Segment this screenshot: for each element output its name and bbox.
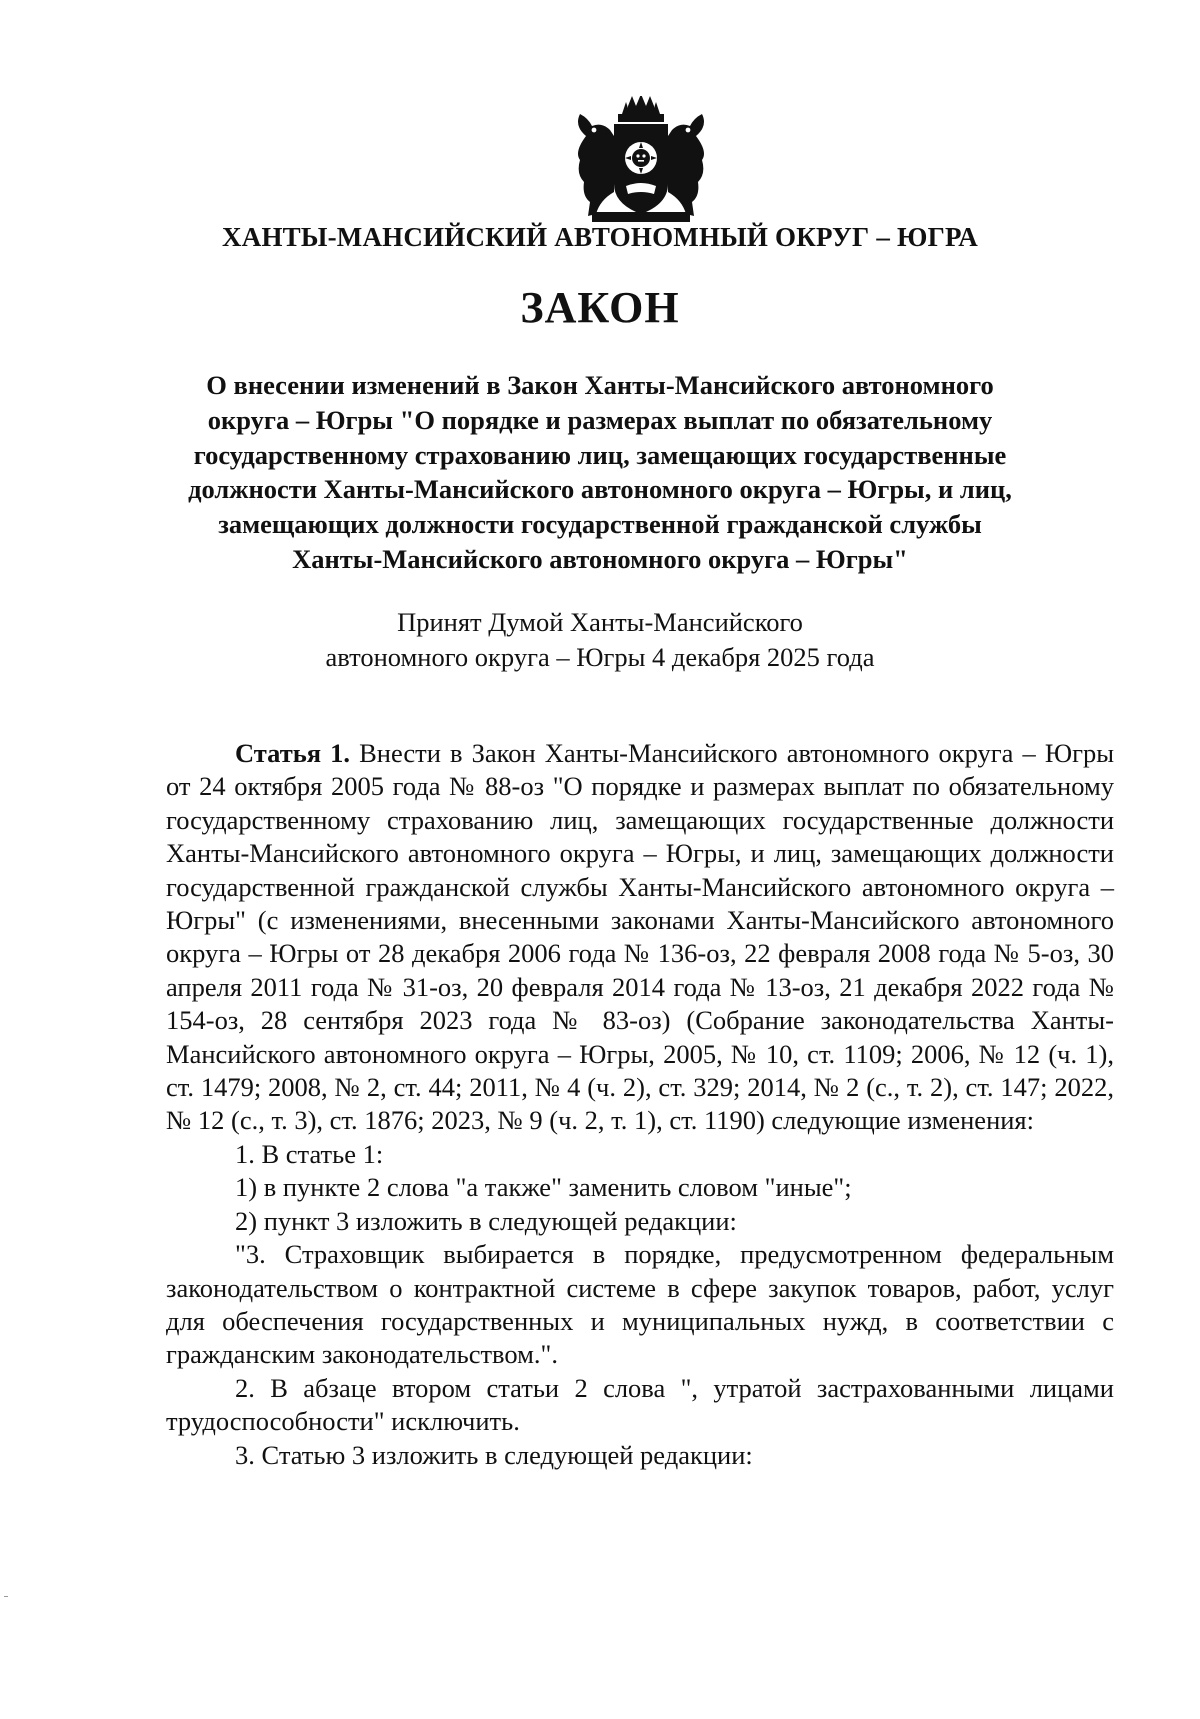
- law-subject-line: округа – Югры "О порядке и размерах выплат по обязательному: [207, 404, 993, 435]
- law-body: [166, 737, 1114, 1472]
- item-1-quoted-text: "3. Страховщик выбирается в порядке, предусмотренном федеральным законодательством о контрактной системе в сфере закупок товаров, работ, услуг для обеспечения государственных и муниципальных нужд, в соответствии с гражданским законодательством.".: [166, 1239, 1114, 1370]
- adoption-line: Принят Думой Ханты-Мансийского: [397, 607, 803, 637]
- document-type-heading: ЗАКОН: [520, 283, 680, 332]
- region-title: ХАНТЫ-МАНСИЙСКИЙ АВТОНОМНЫЙ ОКРУГ – ЮГРА: [222, 222, 978, 252]
- coat-of-arms-emblem: [566, 96, 716, 226]
- adoption-note: [0, 605, 1200, 675]
- article-1-label: Статья 1.: [235, 738, 351, 768]
- item-1-subitem-1: 1) в пункте 2 слова "а также" заменить словом "иные";: [235, 1172, 852, 1203]
- item-2: 2. В абзаце втором статьи 2 слова ", утратой застрахованными лицами трудоспособности" исключить.: [166, 1372, 1114, 1437]
- adoption-line: автономного округа – Югры 4 декабря 2025 года: [325, 642, 875, 672]
- item-1-subitem-2: 2) пункт 3 изложить в следующей редакции:: [235, 1205, 737, 1236]
- article-1-text: Внести в Закон Ханты-Мансийского автономного округа – Югры от 24 октября 2005 года № 88-оз "О порядке и размерах выплат по обязательному государственному страхованию лиц, замещающих государственные должности Ханты-Мансийского автономного округа – Югры, и лиц, замещающих должности государственной гражданской службы Ханты-Мансийского автономного округа – Югры" (с изменениями, внесенными законами Ханты-Мансийского автономного округа – Югры от 28 декабря 2006 года № 136-оз, 22 февраля 2008 года № 5-оз, 30 апреля 2011 года № 31-оз, 20 февраля 2014 года № 13-оз, 21 декабря 2022 года № 154-оз, 28 сентября 2023 года № 83-оз) (Собрание законодательства Ханты-Мансийского автономного округа – Югры, 2005, № 10, ст. 1109; 2006, № 12 (ч. 1), ст. 1479; 2008, № 2, ст. 44; 2011, № 4 (ч. 2), ст. 329; 2014, № 2 (с., т. 2), ст. 147; 2022, № 12 (с., т. 3), ст. 1876; 2023, № 9 (ч. 2, т. 1), ст. 1190) следующие изменения:: [166, 738, 1114, 1136]
- law-subject-line: Ханты-Мансийского автономного округа – Югры": [292, 543, 908, 574]
- law-subject-line: О внесении изменений в Закон Ханты-Мансийского автономного: [206, 370, 994, 400]
- scan-margin-mark: [4, 1596, 8, 1597]
- law-subject-line: замещающих должности государственной гражданской службы: [218, 509, 982, 540]
- item-3: 3. Статью 3 изложить в следующей редакции:: [235, 1439, 753, 1470]
- law-subject-line: государственному страхованию лиц, замещающих государственные: [193, 439, 1007, 470]
- law-subject-line: должности Ханты-Мансийского автономного округа – Югры, и лиц,: [188, 474, 1012, 505]
- law-subject-title: [150, 368, 1050, 577]
- article-1-paragraph: [166, 737, 1114, 1138]
- item-1: 1. В статье 1:: [235, 1138, 384, 1169]
